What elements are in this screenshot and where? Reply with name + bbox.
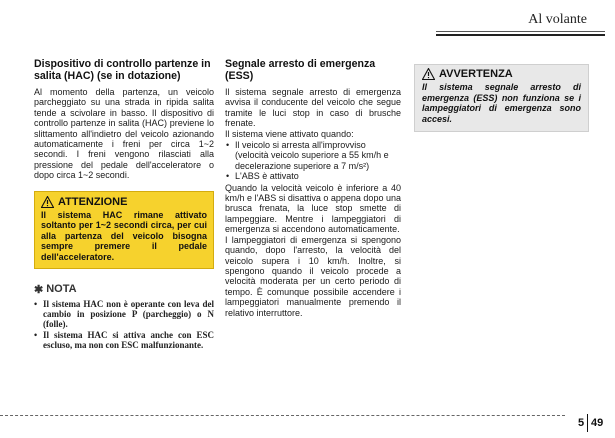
column-hac xyxy=(34,58,214,351)
ess-bullet-item: • L'ABS è attivato xyxy=(225,171,401,181)
header-rule-thin xyxy=(436,31,605,32)
ess-bullet-item: • Il veicolo si arresta all'improvviso (velocità veicolo superiore a 55 km/h e decelerazione superiore a 7 m/s²) xyxy=(225,140,401,171)
caution-text: Il sistema HAC rimane attivato soltanto per 1~2 secondi circa, per cui alla partenza del veicolo bisogna sempre premere il pedale dell'acceleratore. xyxy=(41,209,207,263)
nota-item: • Il sistema HAC si attiva anche con ESC escluso, ma non con ESC malfunzionante. xyxy=(34,330,214,351)
caution-title: ATTENZIONE xyxy=(58,195,128,208)
ess-paragraph-4: I lampeggiatori di emergenza si spengono quando, dopo l'arresto, la velocità del veicolo supera i 10 km/h. Inoltre, si spengono quando il veicolo procede a velocità moderata per un certo periodo di tempo. È comunque possibile accendere i lampeggiatori manualmente premendo il relativo interruttore. xyxy=(225,234,401,318)
warning-title: AVVERTENZA xyxy=(439,68,513,80)
nota-list xyxy=(34,299,214,351)
footer-dashed-rule xyxy=(0,415,565,416)
warning-header xyxy=(422,68,581,80)
column-warning xyxy=(414,64,589,132)
warning-triangle-icon xyxy=(41,196,54,208)
section-number: 5 xyxy=(578,417,585,429)
ess-paragraph-3: Quando la velocità veicolo è inferiore a 40 km/h e l'ABS si disattiva o appena dopo una brusca frenata, la luce stop smette di lampeggiare. Mentre i lampeggiatori di emergenza si accendono automaticamente. xyxy=(225,182,401,235)
nota-title: NOTA xyxy=(46,283,77,296)
chapter-title: Al volante xyxy=(528,12,587,27)
nota-item: • Il sistema HAC non è operante con leva del cambio in posizione P (parcheggio) o N (folle). xyxy=(34,299,214,330)
warning-box xyxy=(414,64,589,132)
nota-header xyxy=(34,283,214,296)
page-number-divider xyxy=(587,414,588,432)
hac-body-text: Al momento della partenza, un veicolo parcheggiato su una strada in ripida salita tende a scivolare in basso. Il dispositivo di controllo partenze in salita (HAC) previene lo slittamento all'indietro del veicolo azionando automaticamente i freni per circa 1~2 secondi. I freni vengono rilasciati alla pressione del pedale dell'acceleratore o dopo circa 1~2 secondi. xyxy=(34,87,214,181)
warning-triangle-icon xyxy=(422,68,435,80)
nota-block xyxy=(34,283,214,351)
ess-paragraph-2: Il sistema viene attivato quando: xyxy=(225,128,354,139)
warning-text: Il sistema segnale arresto di emergenza (ESS) non funziona se i lampeggiatori di emergenza sono accesi. xyxy=(422,82,581,124)
page-number: 49 xyxy=(591,417,604,429)
caution-box xyxy=(34,191,214,269)
ess-section-title: Segnale arresto di emergenza (ESS) xyxy=(225,58,376,82)
ess-bullet-list xyxy=(225,140,401,182)
ess-paragraph-1: Il sistema segnale arresto di emergenza avvisa il conducente del veicolo che segue tramite le luci stop in caso di brusche frenate. xyxy=(225,87,401,129)
header-rule-thick xyxy=(436,34,605,36)
column-ess xyxy=(225,58,401,318)
hac-section-title: Dispositivo di controllo partenze in salita (HAC) (se in dotazione) xyxy=(34,58,211,82)
asterisk-icon: ✱ xyxy=(34,283,44,296)
caution-header xyxy=(41,196,207,208)
